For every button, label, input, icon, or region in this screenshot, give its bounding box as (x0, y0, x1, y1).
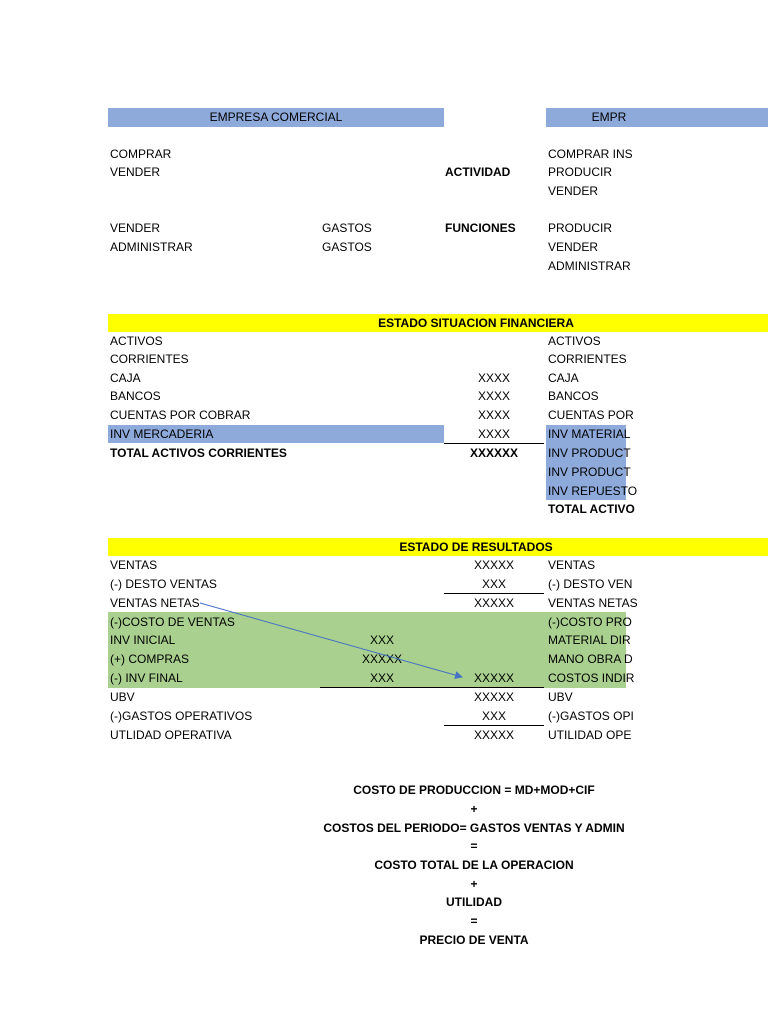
income-right-row: MANO OBRA D (548, 652, 633, 666)
income-right-row: COSTOS INDIR (548, 671, 635, 685)
balance-row-value: XXXX (477, 389, 510, 403)
income-row-label: UTLIDAD OPERATIVA (110, 728, 232, 742)
balance-right-row: BANCOS (548, 389, 599, 403)
income-row-value: XXXXX (473, 671, 515, 685)
balance-right-row: CORRIENTES (548, 352, 627, 366)
income-row-label: (-)COSTO DE VENTAS (110, 615, 235, 629)
right-header: EMPR (591, 110, 627, 124)
income-right-row: (-)GASTOS OPI (548, 709, 634, 723)
left-activity-2: VENDER (110, 165, 161, 179)
balance-right-row: CAJA (548, 371, 579, 385)
right-function-3: ADMINISTRAR (548, 259, 631, 273)
balance-total-value: XXXXXX (469, 446, 519, 460)
income-title: ESTADO DE RESULTADOS (399, 540, 553, 554)
formula-line: COSTOS DEL PERIODO= GASTOS VENTAS Y ADMIN (323, 821, 625, 835)
income-row-value: XXXXX (473, 690, 515, 704)
income-row-value: XXXXX (473, 728, 515, 742)
income-row-subvalue: XXX (369, 671, 394, 685)
balance-total-label: TOTAL ACTIVOS CORRIENTES (110, 446, 287, 460)
income-right-row: (-)COSTO PRO (548, 615, 632, 629)
balance-right-row: CUENTAS POR (548, 408, 634, 422)
income-row-label: INV INICIAL (110, 633, 176, 647)
right-activity-1: COMPRAR INS (548, 147, 633, 161)
formula-operator: = (470, 914, 478, 928)
balance-row-label: CAJA (110, 371, 141, 385)
income-right-row: UBV (548, 690, 573, 704)
formula-operator: + (470, 877, 478, 891)
left-function-2-type: GASTOS (322, 240, 372, 254)
left-function-2: ADMINISTRAR (110, 240, 193, 254)
balance-row-value: XXXX (477, 408, 510, 422)
balance-right-row: INV MATERIAL (548, 427, 631, 441)
balance-title: ESTADO SITUACION FINANCIERA (378, 316, 574, 330)
balance-row-value: XXXX (477, 371, 510, 385)
income-row-value: XXX (481, 709, 506, 723)
balance-row-label: BANCOS (110, 389, 161, 403)
income-right-row: (-) DESTO VEN (548, 577, 633, 591)
balance-right-row: INV PRODUCT (548, 465, 631, 479)
right-activity-3: VENDER (548, 184, 599, 198)
income-right-row: UTILIDAD OPE (548, 728, 632, 742)
income-row-label: VENTAS NETAS (110, 596, 200, 610)
income-row-subvalue: XXX (369, 633, 394, 647)
income-row-label: UBV (110, 690, 135, 704)
income-row-label: (-)GASTOS OPERATIVOS (110, 709, 253, 723)
income-row-label: VENTAS (110, 558, 158, 572)
right-function-2: VENDER (548, 240, 599, 254)
balance-row-label: ACTIVOS (110, 334, 163, 348)
balance-right-total: TOTAL ACTIVO (548, 502, 635, 516)
formula-line: UTILIDAD (446, 895, 502, 909)
left-activity-1: COMPRAR (110, 147, 172, 161)
right-function-1: PRODUCIR (548, 221, 613, 235)
funciones-label: FUNCIONES (445, 221, 516, 235)
income-right-row: MATERIAL DIR (548, 633, 631, 647)
income-row-value: XXXXX (473, 596, 515, 610)
balance-right-row: INV PRODUCT (548, 446, 631, 460)
income-row-subvalue: XXXXX (361, 652, 403, 666)
income-right-row: VENTAS (548, 558, 596, 572)
balance-right-row: INV REPUESTO (548, 484, 638, 498)
balance-right-row: ACTIVOS (548, 334, 601, 348)
income-row-value: XXXXX (473, 558, 515, 572)
left-function-1: VENDER (110, 221, 161, 235)
income-right-row: VENTAS NETAS (548, 596, 638, 610)
balance-row-value: XXXX (477, 427, 510, 441)
income-row-value: XXX (481, 577, 506, 591)
income-row-label: (-) INV FINAL (110, 671, 183, 685)
balance-row-label: INV MERCADERIA (110, 427, 214, 441)
formula-line: COSTO TOTAL DE LA OPERACION (374, 858, 574, 872)
right-activity-2: PRODUCIR (548, 165, 613, 179)
left-function-1-type: GASTOS (322, 221, 372, 235)
formula-line: COSTO DE PRODUCCION = MD+MOD+CIF (353, 783, 595, 797)
formula-line: PRECIO DE VENTA (419, 933, 529, 947)
formula-operator: = (470, 839, 478, 853)
balance-row-label: CUENTAS POR COBRAR (110, 408, 251, 422)
formula-operator: + (470, 802, 478, 816)
balance-row-label: CORRIENTES (110, 352, 189, 366)
actividad-label: ACTIVIDAD (445, 165, 511, 179)
left-header: EMPRESA COMERCIAL (209, 110, 343, 124)
income-row-label: (+) COMPRAS (110, 652, 190, 666)
income-row-label: (-) DESTO VENTAS (110, 577, 217, 591)
